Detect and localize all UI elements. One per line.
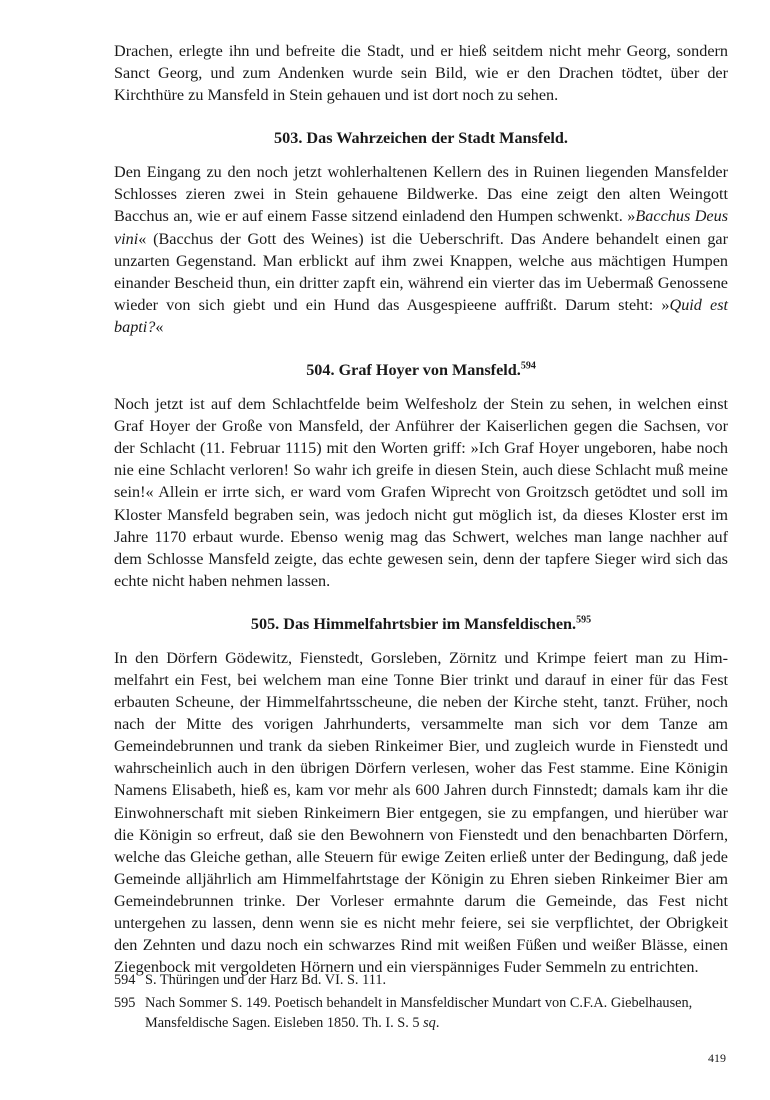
section-503-title xyxy=(114,127,728,149)
footnote-594 xyxy=(114,970,728,990)
footnote-text xyxy=(145,970,728,990)
footnotes xyxy=(114,970,728,1036)
section-503-italic-a: Bacchus Deus vini xyxy=(114,207,729,248)
page-number: 419 xyxy=(708,1051,726,1065)
section-504-title xyxy=(114,359,728,381)
footnote-text-tail: . xyxy=(435,1015,440,1031)
section-505-title-text: 505. Das Himmelfahrtsbier im Mansfeldischen. xyxy=(250,614,577,633)
section-505-paragraph: In den Dörfern Gödewitz, Fienstedt, Gorsleben, Zörnitz und Krimpe feiert man zu Himmelfahrt ein Fest, bei welchem man eine Tonne Bier trinkt und darauf in einer für das Fest erbauten Scheune, der Himmelfahrtsscheune, die neben der Kirche steht, tanzt. Früher, noch nach der Mitte des vorigen Jahrhunderts, versammelte man sich vor dem Tanze am Gemeindebrunnen und trank da sieben Rinkeimer Bier, und zugleich wurde in Fienstedt und wahrscheinlich auch in den übrigen Dörfern verlesen, woher das Fest stamme. Eine Königin Namens Elisabeth, hieß es, kam vor mehr als 600 Jahren durch Finnstedt; damals kam ihr die Einwohnerschaft mit sieben Rinkeimern Bier entgegen, sie zu empfangen, und hierüber war die Königin so erfreut, daß sie den Bewohnern von Fienstedt und den benachbarten Dörfern, welche das Gleiche gethan, alle Steuern für ewige Zeiten erließ unter der Bedingung, daß jede Gemeinde alljährlich am Himmelfahrtstage der Königin zu Ehren sieben Rinkeimer Bier am Gemeindebrunnen trinke. Der Vorleser ermahnte darum die Gemeinde, das Fest nicht untergehen zu lassen, denn wenn sie es nicht mehr feiere, sei sie verpflichtet, der Obrigkeit den Zehnten und dazu noch ein schwarzes Rind mit weißen Füßen und weißer Blässe, einen Ziegenbock mit vergoldeten Hörnern und ein vierspänniges Fuder Semmeln zu entrichten. xyxy=(114,648,728,977)
footnote-text-body: S. Thüringen und der Harz Bd. VI. S. 111. xyxy=(145,972,387,988)
section-503-text-b: « (Bacchus der Gott des Weines) ist die Ueberschrift. Das Andere behandelt einen gar unzarten Gegenstand. Man erblickt auf ihm zwei Knappen, welche aus mächtigen Humpen einander Bescheid thun, ein dritter zapft ein, während ein vierter das im Uebermaß Genossene wieder von sich giebt und ein Hund das Ausgespieene auffrißt. Darum steht: » xyxy=(114,229,728,314)
footnote-text-body: Nach Sommer S. 149. Poetisch behandelt in Mansfeldischer Mundart von C.F.A. Giebelhausen, Mansfeldische Sagen. Eisleben 1850. Th. I. S. 5 xyxy=(145,995,693,1031)
footnote-number: 595 xyxy=(114,995,136,1011)
footnote-number: 594 xyxy=(114,972,136,988)
section-504-paragraph: Noch jetzt ist auf dem Schlachtfelde beim Welfesholz der Stein zu sehen, in welchen einst Graf Hoyer der Große von Mansfeld, der Anführer der Kaiserlichen gegen die Sachsen, vor der Schlacht (11. Februar 1115) mit den Worten griff: »Ich Graf Hoyer ungeboren, habe noch nie eine Schlacht verloren! So wahr ich greife in diesen Stein, auch diese Schlacht muß meine sein!« Allein er irrte sich, er ward vom Grafen Wiprecht von Groitzsch getödtet und soll im Kloster Mansfeld begraben sein, was jedoch nicht gut möglich ist, da dieses Kloster erst im Jahre 1170 erbaut wurde. Ebenso wenig mag das Schwert, welches man lange nachher auf dem Schlosse Mansfeld zeigte, das echte gewesen sein, denn der tapfere Sieger wird sich das echte nicht haben nehmen lassen. xyxy=(114,395,728,590)
section-505-title xyxy=(114,613,728,635)
footnote-595 xyxy=(114,993,728,1033)
page-body xyxy=(114,40,728,978)
intro-paragraph: Drachen, erlegte ihn und befreite die Stadt, und er hieß seitdem nicht mehr Georg, sondern Sanct Georg, und zum Andenken wurde sein Bild, wie er den Drachen tödtet, über der Kirchthüre zu Mansfeld in Stein gehauen und ist dort noch zu sehen. xyxy=(114,42,728,105)
section-503-paragraph xyxy=(114,161,728,338)
footnote-ref-594[interactable]: 594 xyxy=(520,360,536,372)
section-504-title-text: 504. Graf Hoyer von Mansfeld. xyxy=(306,361,521,380)
section-503-italic-b: Quid est bapti? xyxy=(114,295,728,336)
section-503-text-a: Den Eingang zu den noch jetzt wohlerhaltenen Kellern des in Ruinen liegenden Mansfelder Schlosses zieren zwei in Stein gehauene Bildwerke. Das eine zeigt den alten Weingott Bacchus an, wie er auf einem Fasse sitzend einladend den Humpen schwenkt. » xyxy=(114,163,728,226)
footnote-ref-595[interactable]: 595 xyxy=(576,614,592,626)
footnote-italic: sq xyxy=(423,1015,436,1031)
footnote-text xyxy=(145,993,728,1033)
section-503-text-c: « xyxy=(155,317,164,336)
section-503-title-text: 503. Das Wahrzeichen der Stadt Mansfeld. xyxy=(274,129,568,148)
